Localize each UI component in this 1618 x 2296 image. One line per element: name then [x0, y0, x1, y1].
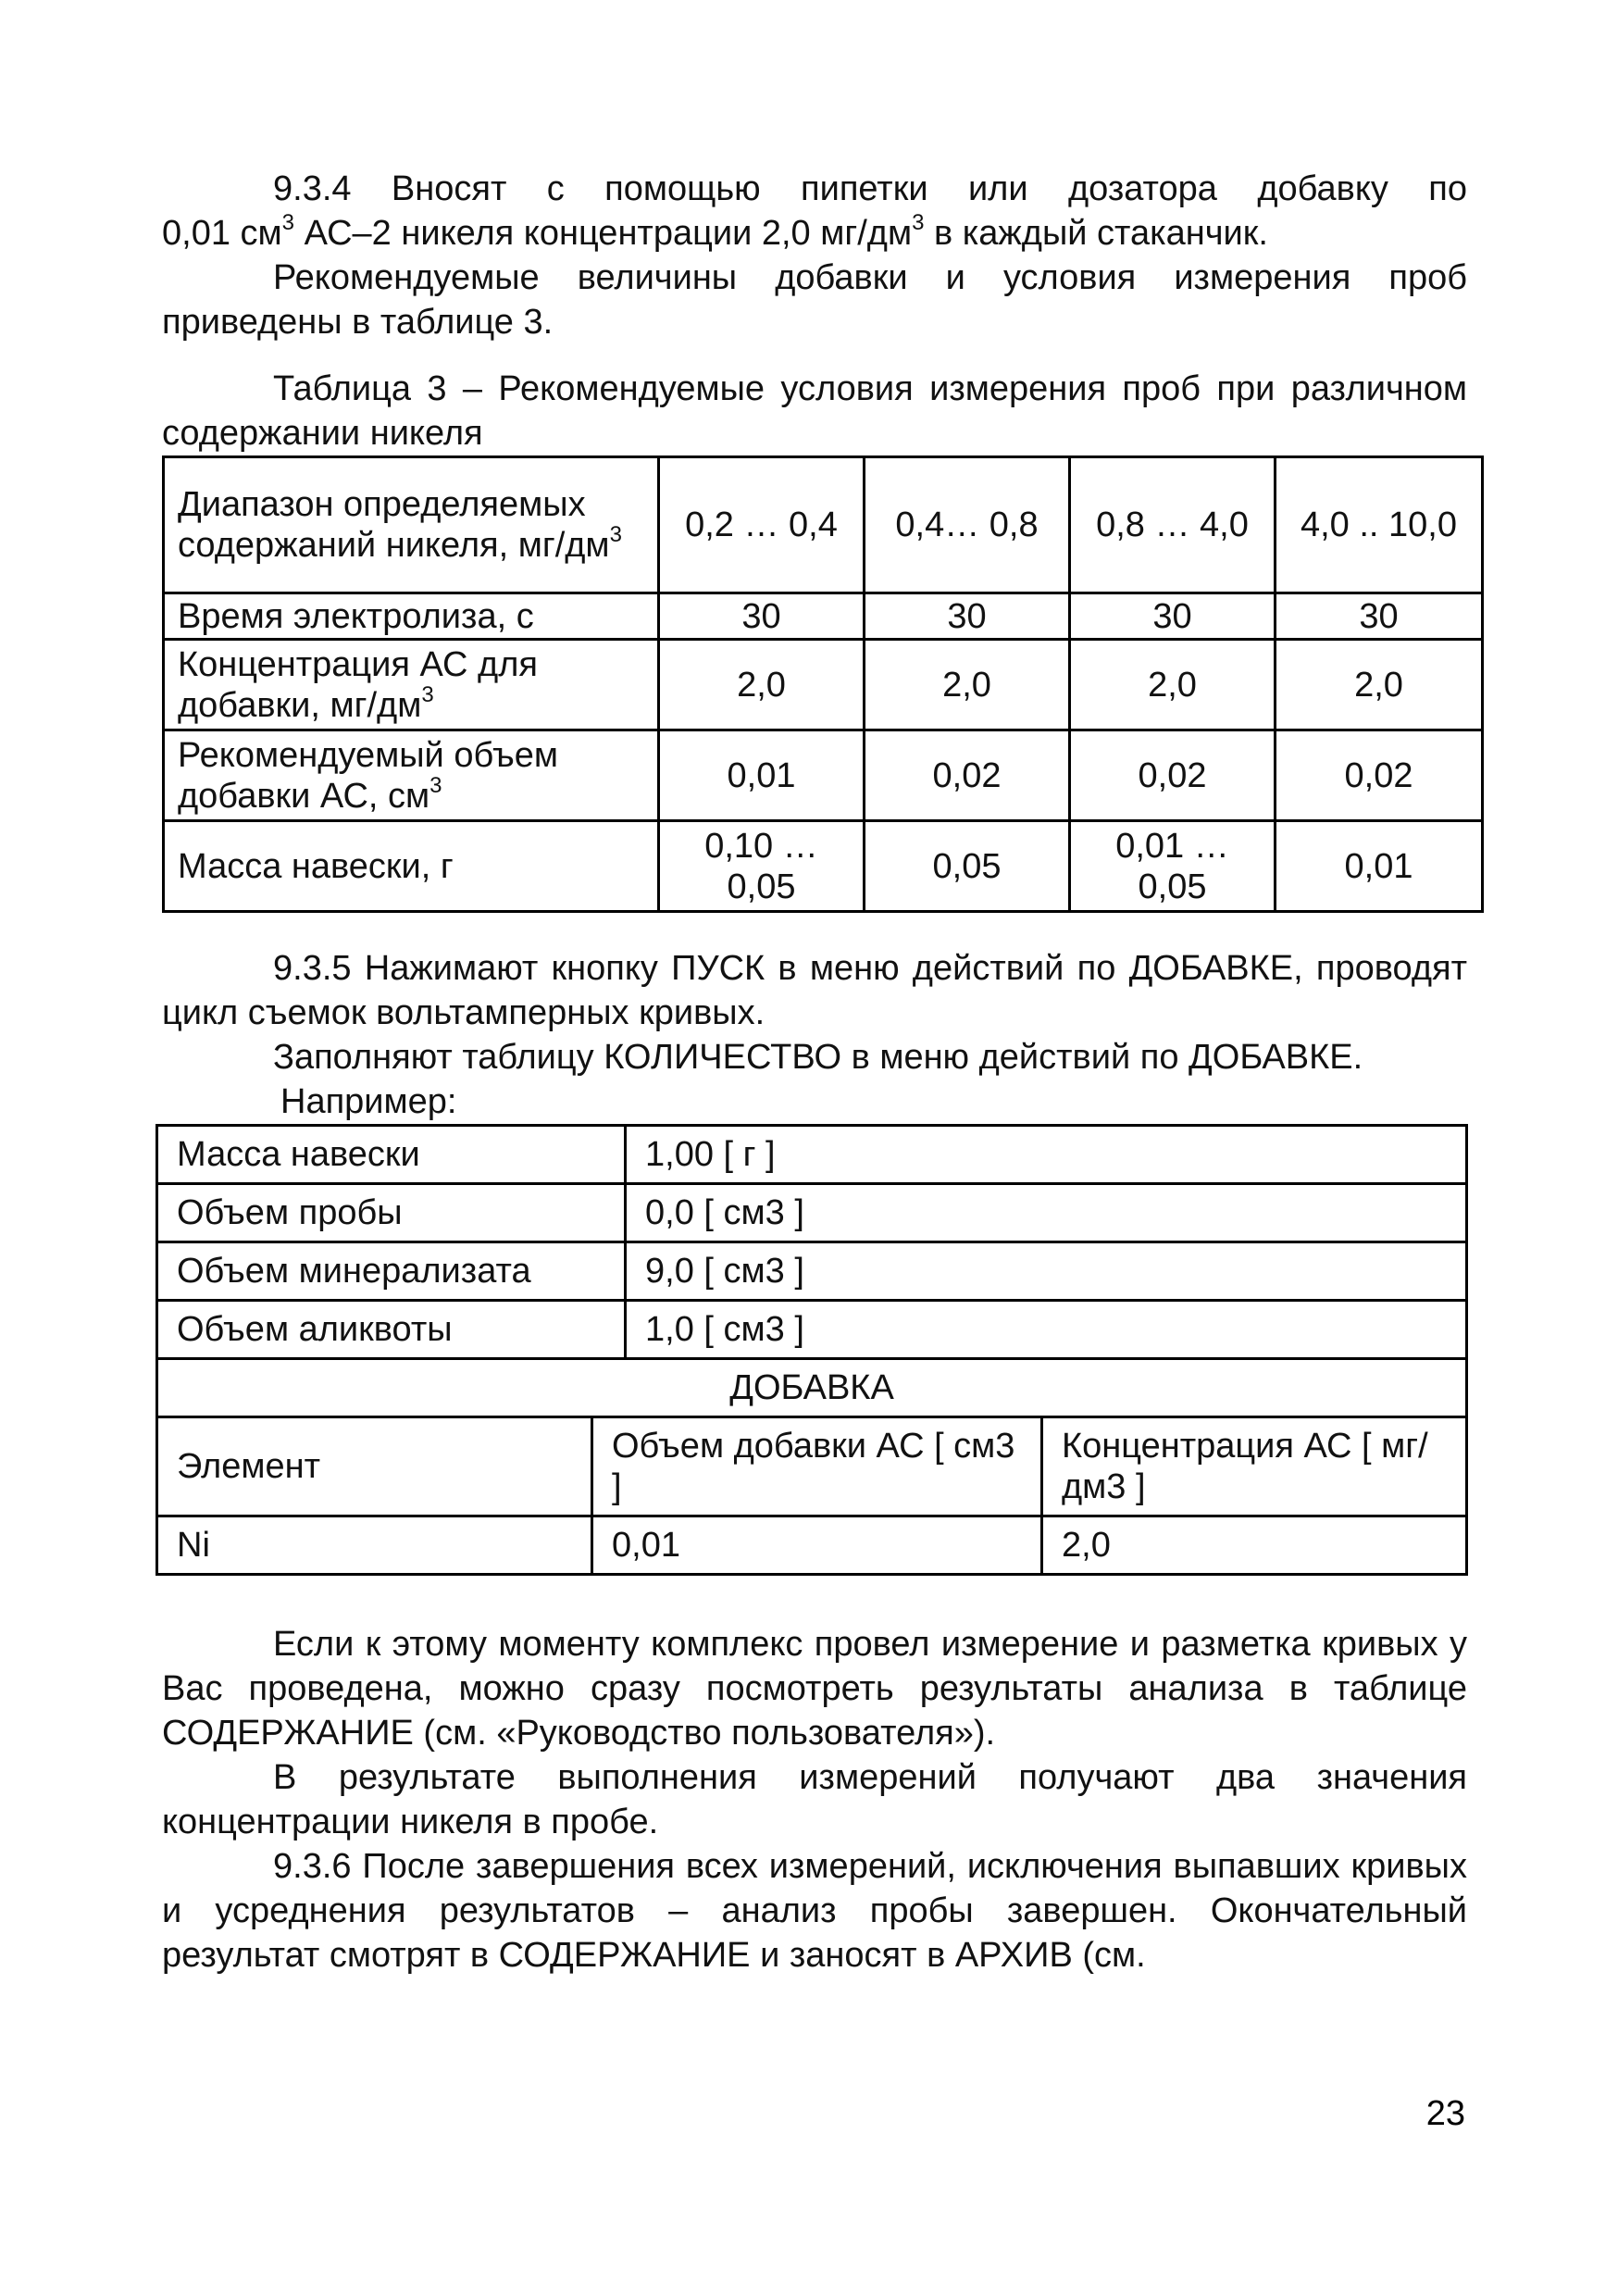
example-table — [156, 1124, 1468, 1576]
data-cell: 2,0 — [1042, 1516, 1467, 1575]
superscript: 3 — [421, 681, 434, 707]
param-name: Объем аликвоты — [157, 1301, 626, 1359]
value-cell: 0,01 — [1276, 821, 1483, 912]
table3-row — [164, 821, 1483, 912]
param-value: 9,0 [ см3 ] — [626, 1242, 1467, 1301]
value-cell: 30 — [1276, 593, 1483, 640]
paragraph-if-measured: Если к этому моменту комплекс провел измерение и разметка кривых у Вас проведена, можно сразу посмотреть результаты анализа в таблице СОДЕРЖАНИЕ (см. «Руководство пользователя»). — [162, 1625, 1467, 1753]
paragraph-result: В результате выполнения измерений получают два значения концентрации никеля в пробе. — [162, 1758, 1467, 1841]
data-cell: Ni — [157, 1516, 592, 1575]
example-label: Например: — [280, 1082, 457, 1121]
data-row — [157, 1516, 1467, 1575]
value-cell: 2,0 — [1070, 640, 1276, 730]
row-label-text: Концентрация АС для добавки, мг/дм — [178, 644, 538, 725]
paragraph-recommended: Рекомендуемые величины добавки и условия измерения проб приведены в таблице 3. — [162, 258, 1467, 342]
value-cell: 0,02 — [1070, 730, 1276, 821]
header-text: Диапазон определяемых содержаний никеля, мг/дм — [178, 485, 610, 565]
param-value: 1,0 [ см3 ] — [626, 1301, 1467, 1359]
section-title: ДОБАВКА — [157, 1359, 1467, 1417]
data-cell: 0,01 — [592, 1516, 1042, 1575]
table3-header-row — [164, 457, 1483, 593]
section-title-row — [157, 1359, 1467, 1417]
param-row — [157, 1126, 1467, 1184]
value-cell: 2,0 — [865, 640, 1070, 730]
param-row — [157, 1301, 1467, 1359]
paragraph-9-3-6: 9.3.6 После завершения всех измерений, исключения выпавших кривых и усреднения результатов – анализ пробы завершен. Окончательный результат смотрят в СОДЕРЖАНИЕ и заносят в АРХИВ (см. — [162, 1847, 1467, 1975]
row-label-text: Рекомендуемый объем добавки АС, см — [178, 735, 558, 816]
col-header: Концентрация АС [ мг/дм3 ] — [1042, 1417, 1467, 1516]
param-name: Масса навески — [157, 1126, 626, 1184]
value-cell: 30 — [1070, 593, 1276, 640]
page-number: 23 — [1425, 2094, 1465, 2133]
paragraph-9-3-5: 9.3.5 Нажимают кнопку ПУСК в меню действий по ДОБАВКЕ, проводят цикл съемок вольтамперных кривых. — [162, 949, 1467, 1032]
param-name: Объем пробы — [157, 1184, 626, 1242]
range-cell: 0,2 … 0,4 — [659, 457, 865, 593]
text-fragment: в каждый стаканчик. — [924, 214, 1268, 253]
table3-header-label — [164, 457, 659, 593]
row-label — [164, 730, 659, 821]
text-fragment: 0,01 см — [162, 214, 282, 253]
table3-caption: Таблица 3 – Рекомендуемые условия измерения проб при различном содержании никеля — [162, 369, 1467, 453]
value-cell: 2,0 — [659, 640, 865, 730]
value-cell: 30 — [659, 593, 865, 640]
value-cell: 0,02 — [865, 730, 1070, 821]
superscript: 3 — [912, 210, 925, 235]
row-label-text: Время электролиза, с — [178, 596, 534, 636]
superscript: 3 — [281, 210, 295, 235]
superscript: 3 — [609, 522, 622, 547]
table3-row — [164, 593, 1483, 640]
row-label — [164, 821, 659, 912]
value-cell: 2,0 — [1276, 640, 1483, 730]
row-label-text: Масса навески, г — [178, 846, 454, 886]
superscript: 3 — [429, 772, 442, 798]
document-page — [162, 167, 1467, 1978]
param-row — [157, 1242, 1467, 1301]
range-cell: 4,0 .. 10,0 — [1276, 457, 1483, 593]
param-name: Объем минерализата — [157, 1242, 626, 1301]
value-cell: 0,01 — [659, 730, 865, 821]
value-cell: 0,05 — [865, 821, 1070, 912]
paragraph-fill-table: Заполняют таблицу КОЛИЧЕСТВО в меню действий по ДОБАВКЕ. — [273, 1038, 1363, 1077]
table3-row — [164, 640, 1483, 730]
param-row — [157, 1184, 1467, 1242]
col-header: Объем добавки АС [ см3 ] — [592, 1417, 1042, 1516]
value-cell: 0,01 … 0,05 — [1070, 821, 1276, 912]
range-cell: 0,8 … 4,0 — [1070, 457, 1276, 593]
table3-row — [164, 730, 1483, 821]
value-cell: 0,10 … 0,05 — [659, 821, 865, 912]
param-value: 1,00 [ г ] — [626, 1126, 1467, 1184]
paragraph-9-3-4-line1: 9.3.4 Вносят с помощью пипетки или дозатора добавку по — [273, 169, 1467, 208]
column-header-row — [157, 1417, 1467, 1516]
value-cell: 0,02 — [1276, 730, 1483, 821]
col-header: Элемент — [157, 1417, 592, 1516]
text-fragment: АС–2 никеля концентрации 2,0 мг/дм — [294, 214, 913, 253]
row-label — [164, 593, 659, 640]
range-cell: 0,4… 0,8 — [865, 457, 1070, 593]
paragraph-9-3-4-line2 — [162, 211, 1467, 256]
param-value: 0,0 [ см3 ] — [626, 1184, 1467, 1242]
table3 — [162, 455, 1484, 913]
value-cell: 30 — [865, 593, 1070, 640]
row-label — [164, 640, 659, 730]
